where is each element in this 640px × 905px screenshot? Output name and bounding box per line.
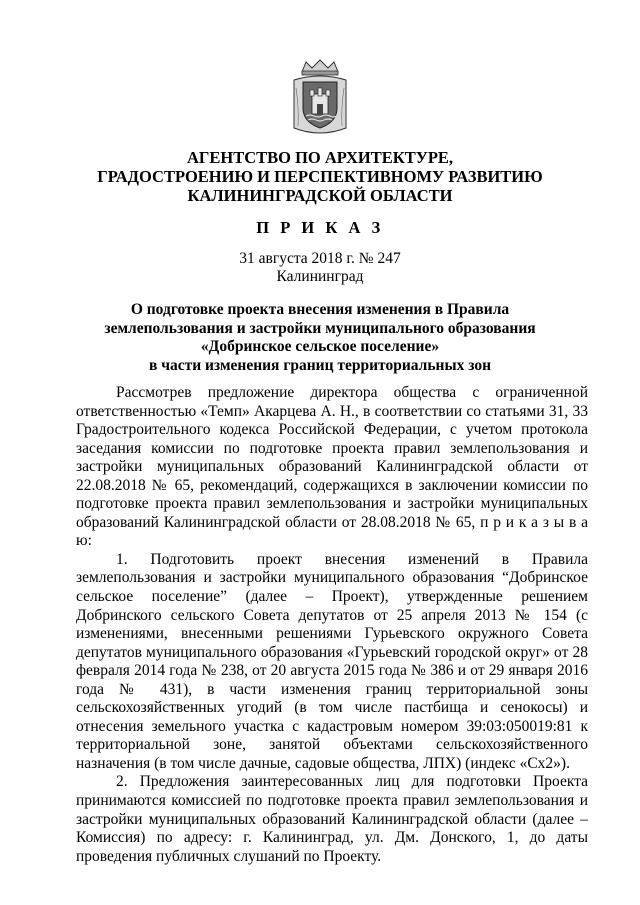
agency-line-1: АГЕНТСТВО ПО АРХИТЕКТУРЕ, xyxy=(186,148,454,167)
agency-line-3: КАЛИНИНГРАДСКОЙ ОБЛАСТИ xyxy=(187,186,453,205)
document-body xyxy=(76,384,588,866)
item-1-paragraph: 1. Подготовить проект внесения изменений в Правила землепользования и застройки муниципального образования “Добринское сельское поселение” (далее – Проект), утвержденные решением Добринского сельского Совета депутатов от 25 апреля 2013 № 154 (с изменениями, внесенными решениями Гурьевского окружного Совета депутатов муниципального образования «Гурьевский городской округ» от 28 февраля 2014 года № 238, от 20 августа 2015 года № 386 и от 29 января 2016 года № 431), в части изменения границ территориальной зоны сельскохозяйственных угодий (в том числе пастбища и сенокосы) и отнесения земельного участка с кадастровым номером 39:03:050019:81 к территориальной зоне, занятой объектами сельскохозяйственного назначения (в том числе дачные, садовые общества, ЛПХ) (индекс «Сх2»). xyxy=(76,550,588,772)
document-subject xyxy=(80,301,560,375)
document-city: Калининград xyxy=(276,268,364,285)
subject-line-3: «Добринское сельское поселение» xyxy=(200,338,440,355)
document-date-number: 31 августа 2018 г. № 247 xyxy=(239,250,401,267)
item-2-paragraph: 2. Предложения заинтересованных лиц для подготовки Проекта принимаются комиссией по подготовке проекта правил землепользования и застройки муниципальных образований Калининградской области (далее – Комиссия) по адресу: г. Калининград, ул. Дм. Донского, 1, до даты проведения публичных слушаний по Проекту. xyxy=(76,773,588,865)
coat-of-arms-emblem xyxy=(290,58,350,136)
intro-paragraph: Рассмотрев предложение директора общества с ограниченной ответственностью «Темп» Акарцева А. Н., в соответствии со статьями 31, 33 Градостроительного кодекса Российской Федерации, с учетом протокола заседания комиссии по подготовке проекта правил землепользования и застройки муниципальных образований Калининградской области от 22.08.2018 № 65, рекомендаций, содержащихся в заключении комиссии по подготовке проекта правил землепользования и застройки муниципальных образований Калининградской области от 28.08.2018 № 65, п р и к а з ы в а ю: xyxy=(76,384,588,550)
agency-name xyxy=(0,148,640,205)
subject-line-4: в части изменения границ территориальных зон xyxy=(148,356,492,374)
document-type: П Р И К А З xyxy=(256,218,384,237)
subject-line-1: О подготовке проекта внесения изменения в Правила xyxy=(130,301,510,318)
subject-line-2: землепользования и застройки муниципального образования xyxy=(104,319,536,337)
agency-line-2: ГРАДОСТРОЕНИЮ И ПЕРСПЕКТИВНОМУ РАЗВИТИЮ xyxy=(97,167,543,186)
